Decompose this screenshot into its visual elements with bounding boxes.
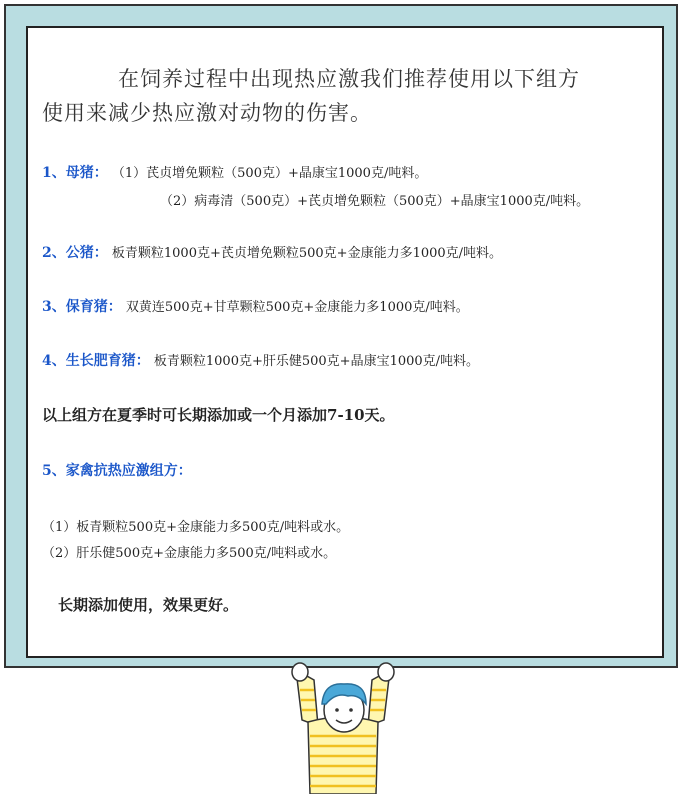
intro-paragraph [42, 62, 656, 130]
sow-text-1: （1）芪贞增免颗粒（500克）+晶康宝1000克/吨料。 [111, 166, 428, 181]
person-holding-sign-illustration [278, 660, 408, 794]
sow-formula-1 [42, 162, 427, 182]
finisher-text: 板青颗粒1000克+肝乐健500克+晶康宝1000克/吨料。 [153, 354, 480, 369]
boar-heading: 2、公猪： [42, 245, 108, 261]
boar-formula [42, 242, 502, 262]
boar-text: 板青颗粒1000克+芪贞增免颗粒500克+金康能力多1000克/吨料。 [111, 246, 503, 261]
finisher-heading: 4、生长肥育猪： [42, 353, 150, 369]
summer-note: 以上组方在夏季时可长期添加或一个月添加7-10天。 [42, 406, 395, 424]
poultry-line-2: （2）肝乐健500克+金康能力多500克/吨料或水。 [42, 546, 337, 561]
notice-paper [26, 26, 664, 658]
nursery-heading: 3、保育猪： [42, 299, 122, 315]
intro-line-1: 在饲养过程中出现热应激我们推荐使用以下组方 [118, 67, 580, 91]
sow-text-2: （2）病毒清（500克）+芪贞增免颗粒（500克）+晶康宝1000克/吨料。 [160, 194, 590, 209]
nursery-text: 双黄连500克+甘草颗粒500克+金康能力多1000克/吨料。 [125, 300, 469, 315]
poultry-line-1: （1）板青颗粒500克+金康能力多500克/吨料或水。 [42, 520, 350, 535]
finisher-formula [42, 350, 479, 370]
sow-formula-2 [160, 190, 589, 209]
sign-board [4, 4, 678, 668]
sow-heading: 1、母猪： [42, 165, 108, 181]
closing-note: 长期添加使用，效果更好。 [58, 596, 239, 614]
nursery-formula [42, 296, 469, 316]
poultry-heading: 5、家禽抗热应激组方： [42, 463, 192, 479]
intro-line-2: 使用来减少热应激对动物的伤害。 [42, 101, 372, 125]
